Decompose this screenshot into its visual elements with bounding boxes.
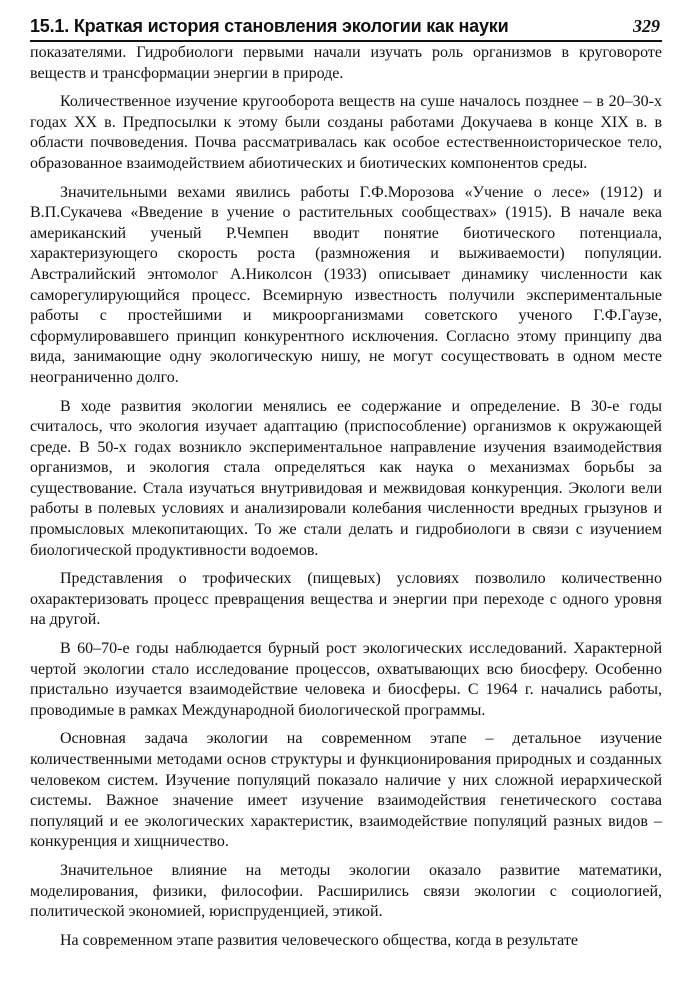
page-number: 329 [633,16,660,36]
book-page [30,12,662,992]
paragraph: В 60–70-е годы наблюдается бурный рост экологических исследований. Характерной чертой экологии стало исследование процессов, охватывающих всю биосферу. Особенно пристально изучается взаимодействие человека и биосферы. С 1964 г. начались работы, проводимые в рамках Международной биологической программы. [30,640,662,719]
body-text [30,43,662,951]
section-title: 15.1. Краткая история становления экологии как науки [30,16,509,36]
paragraph: Значительное влияние на методы экологии оказало развитие математики, моделирования, физики, философии. Расширились связи экологии с социологией, политической экономией, юриспруденцией, этикой. [30,861,662,921]
running-header [30,12,662,42]
paragraph: Представления о трофических (пищевых) условиях позволило количественно охарактеризовать процесс превращения вещества и энергии при переходе с одного уровня на другой. [30,570,662,629]
paragraph-continuation: показателями. Гидробиологи первыми начали изучать роль организмов в круговороте веществ и трансформации энергии в природе. [30,44,662,82]
paragraph: В ходе развития экологии менялись ее содержание и определение. В 30-е годы считалось, что экология изучает адаптацию (приспособление) организмов к окружающей среде. В 50-х годах возникло экспериментальное направление изучения взаимодействия организмов, и экология стала определяться как наука о механизмах борьбы за существование. Стала изучаться внутривидовая и межвидовая конкуренция. Экологи вели работы в полевых условиях и анализировали колебания численности вредных грызунов и промысловых млекопитающих. То же стали делать и гидробиологи в связи с изучением биологической продуктивности водоемов. [30,397,662,559]
paragraph: Основная задача экологии на современном этапе – детальное изучение количественными методами основ структуры и функционирования природных и созданных человеком систем. Изучение популяций показало наличие у них сложной иерархической системы. Важное значение имеет изучение взаимодействия генетического состава популяций и ее экологических характеристик, взаимодействие популяций разных видов – конкуренция и хищничество. [30,730,662,851]
paragraph: Количественное изучение кругооборота веществ на суше началось позднее – в 20–30-х годах XX в. Предпосылки к этому были созданы работами Докучаева в конце XIX в. в области почвоведения. Почва рассматривалась как особое естественноисторическое тело, образованное взаимодействием абиотических и биотических компонентов среды. [30,93,662,172]
paragraph: Значительными вехами явились работы Г.Ф.Морозова «Учение о лесе» (1912) и В.П.Сукачева «Введение в учение о растительных сообществах» (1915). В начале века американский ученый Р.Чемпен вводит понятие биотического потенциала, характеризующего скорость роста (размножения и выживаемости) популяции. Австралийский энтомолог А.Николсон (1933) описывает динамику численности как саморегулирующийся процесс. Всемирную известность получили экспериментальные работы с простейшими и микроорганизмами советского ученого Г.Ф.Гаузе, сформулировавшего принцип конкурентного исключения. Согласно этому принципу два вида, занимающие одну экологическую нишу, не могут сосуществовать в одном месте неограниченно долго. [30,183,662,386]
paragraph: На современном этапе развития человеческого общества, когда в результате [60,931,578,949]
